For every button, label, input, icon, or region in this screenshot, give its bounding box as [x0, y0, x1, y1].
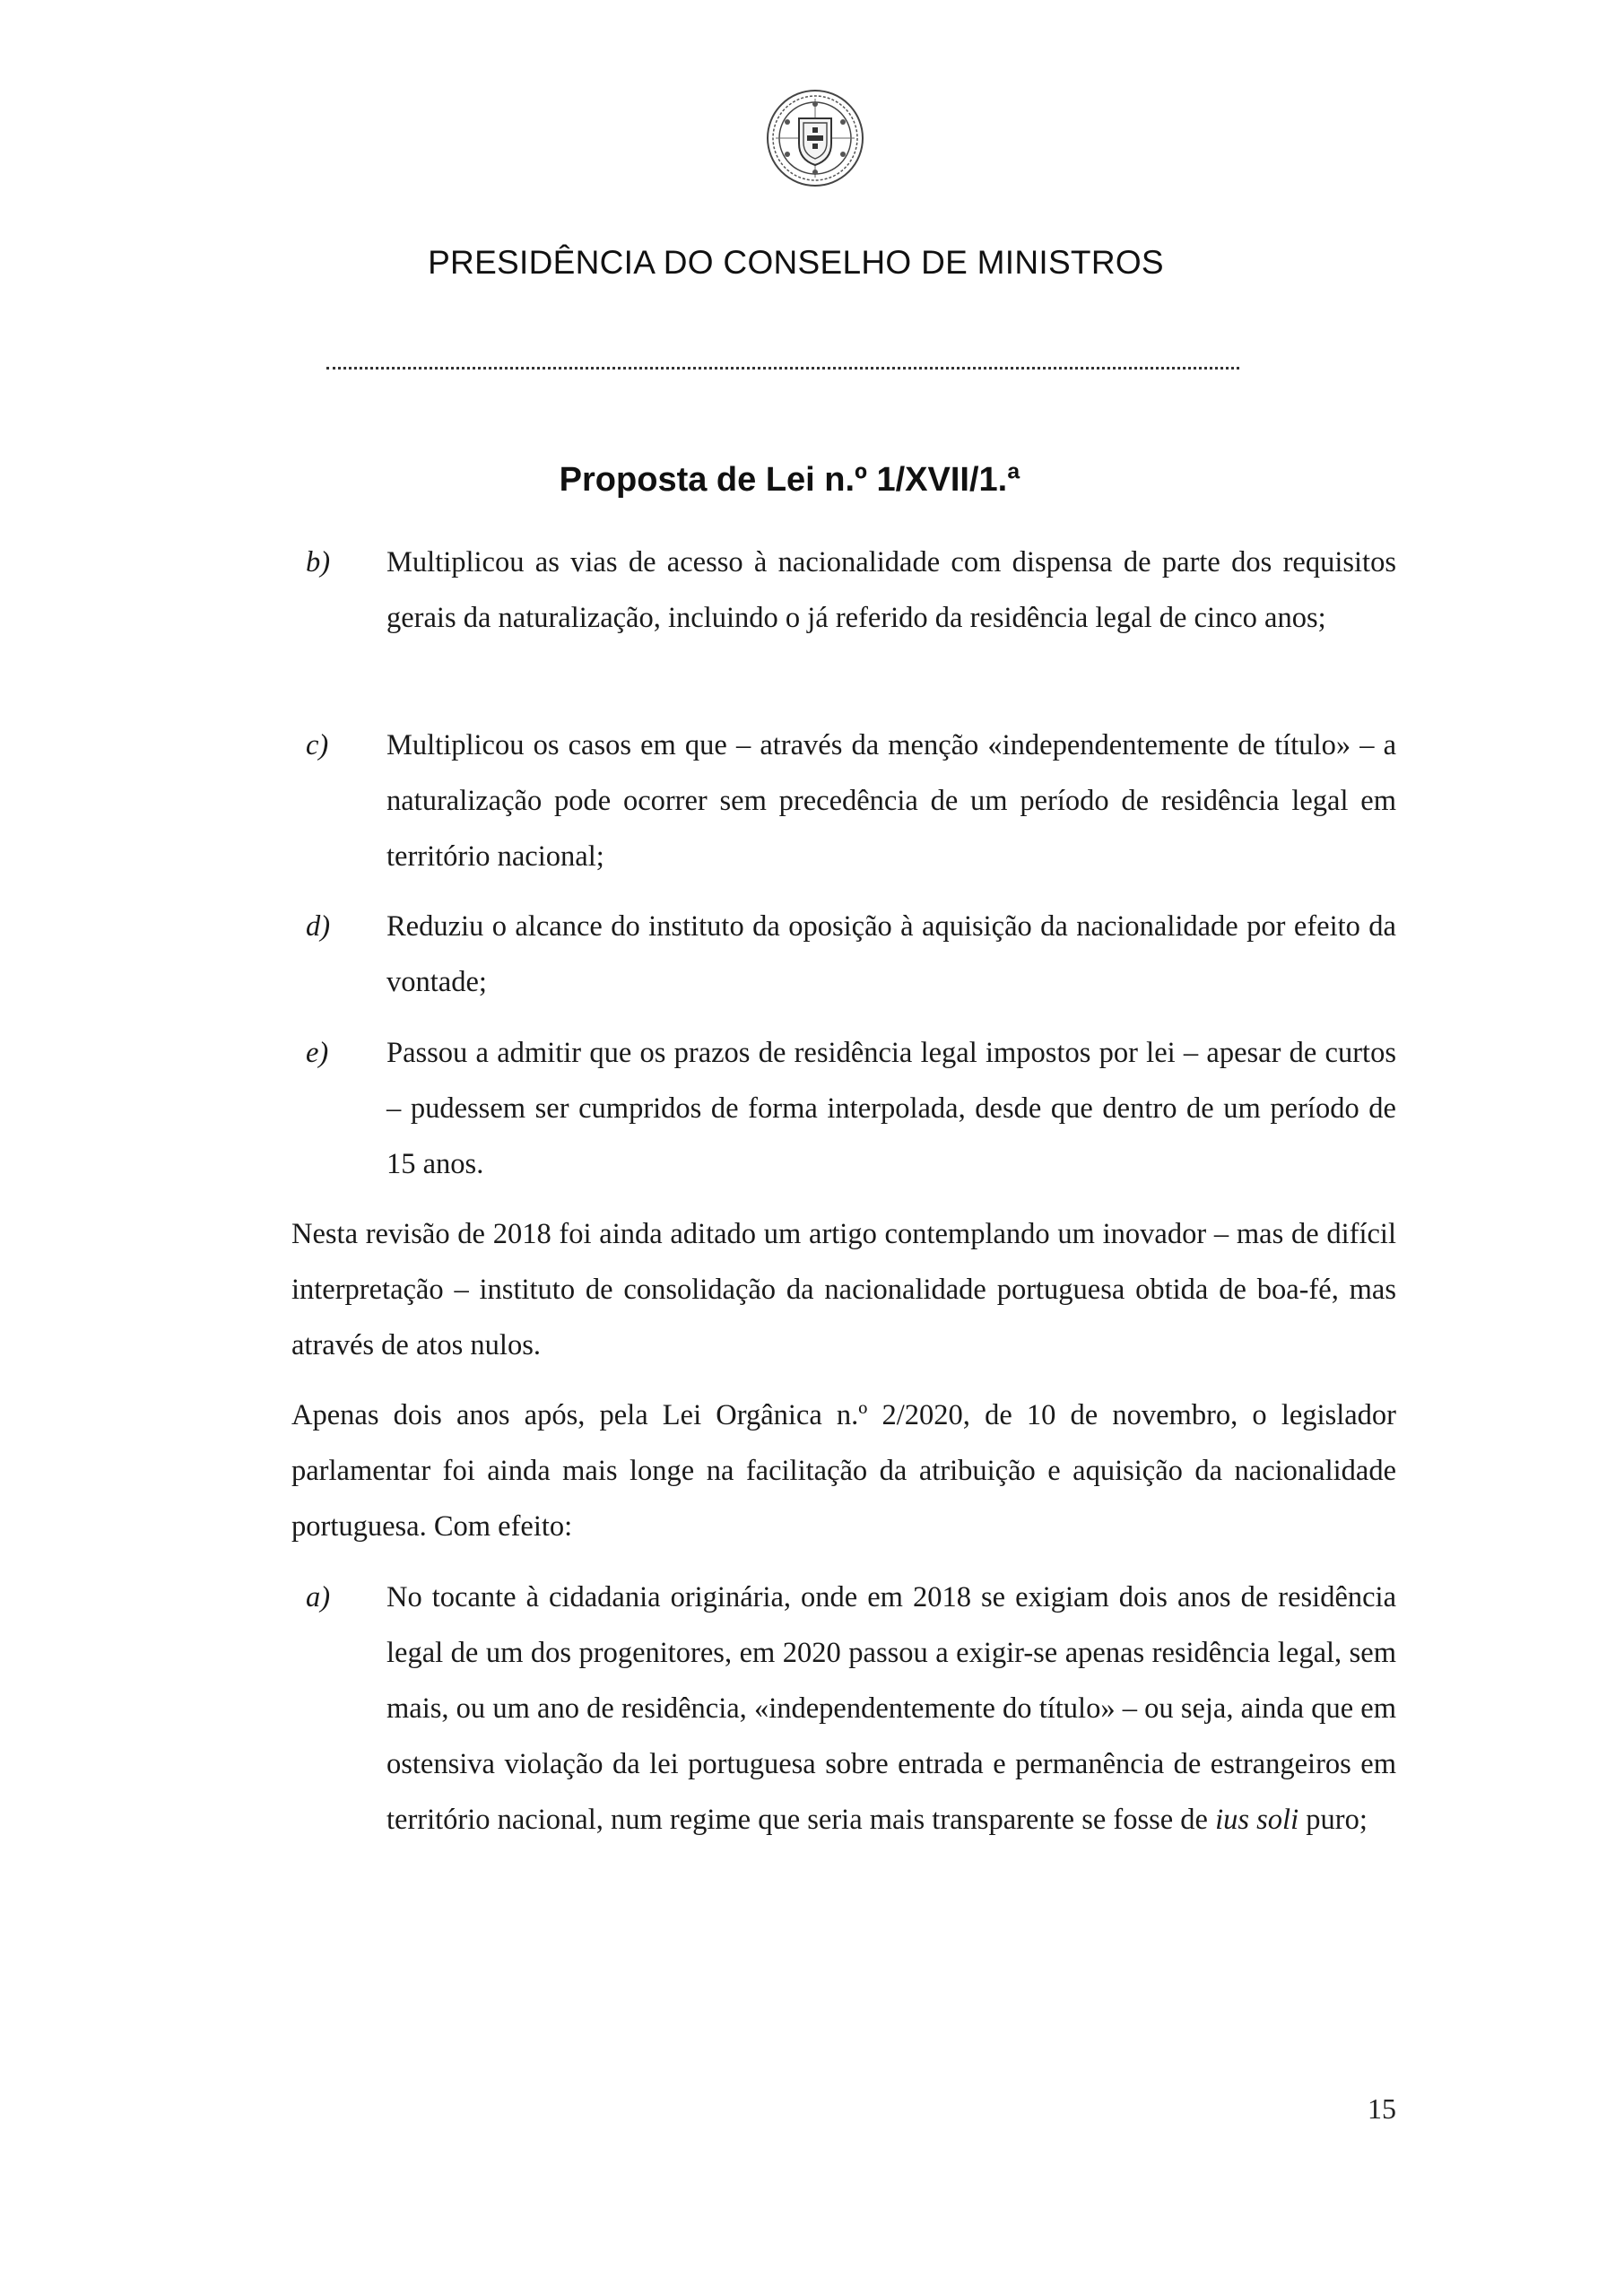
list-item-text-part: puro; — [1298, 1804, 1368, 1836]
list-item-text: Passou a admitir que os prazos de residência legal impostos por lei – apesar de curtos – pudessem ser cumpridos de forma interpolada, desde que dentro de um período de 15 anos. — [386, 1037, 1396, 1180]
list-item-text-part: No tocante à cidadania originária, onde em 2018 se exigiam dois anos de residência legal de um dos progenitores, em 2020 passou a exigir-se apenas residência legal, sem mais, ou um ano de residência, «independentemente do título» – ou seja, ainda que em ostensiva violação da lei portuguesa sobre entrada e permanência de estrangeiros em território nacional, num regime que seria mais transparente se fosse de — [386, 1581, 1396, 1836]
list-marker: a) — [306, 1581, 331, 1613]
header-dotted-rule — [326, 367, 1239, 370]
body-paragraph: Apenas dois anos após, pela Lei Orgânica n.º 2/2020, de 10 de novembro, o legislador parlamentar foi ainda mais longe na facilitação da atribuição e aquisição da nacionalidade portuguesa. Com efeito: — [291, 1399, 1396, 1543]
italic-term: ius soli — [1215, 1804, 1299, 1836]
list-marker: c) — [306, 729, 329, 761]
document-title: Proposta de Lei n.º 1/XVII/1.ª — [559, 461, 1020, 499]
list-item-text: Reduziu o alcance do instituto da oposição à aquisição da nacionalidade por efeito da vontade; — [386, 910, 1396, 998]
list-marker: e) — [306, 1037, 329, 1069]
list-item-text: Multiplicou os casos em que – através da menção «independentemente de título» – a naturalização pode ocorrer sem precedência de um período de residência legal em território nacional; — [386, 729, 1396, 873]
page-number: 15 — [1368, 2092, 1396, 2125]
list-item-text — [386, 1570, 1396, 1848]
list-item-text: Multiplicou as vias de acesso à nacionalidade com dispensa de parte dos requisitos gerais da naturalização, incluindo o já referido da residência legal de cinco anos; — [386, 546, 1396, 634]
list-marker: b) — [306, 546, 331, 578]
body-paragraph: Nesta revisão de 2018 foi ainda aditado um artigo contemplando um inovador – mas de difícil interpretação – instituto de consolidação da nacionalidade portuguesa obtida de boa-fé, mas através de atos nulos. — [291, 1218, 1396, 1361]
list-marker: d) — [306, 910, 331, 943]
coat-of-arms-emblem — [765, 88, 865, 188]
institution-header: PRESIDÊNCIA DO CONSELHO DE MINISTROS — [428, 244, 1164, 281]
